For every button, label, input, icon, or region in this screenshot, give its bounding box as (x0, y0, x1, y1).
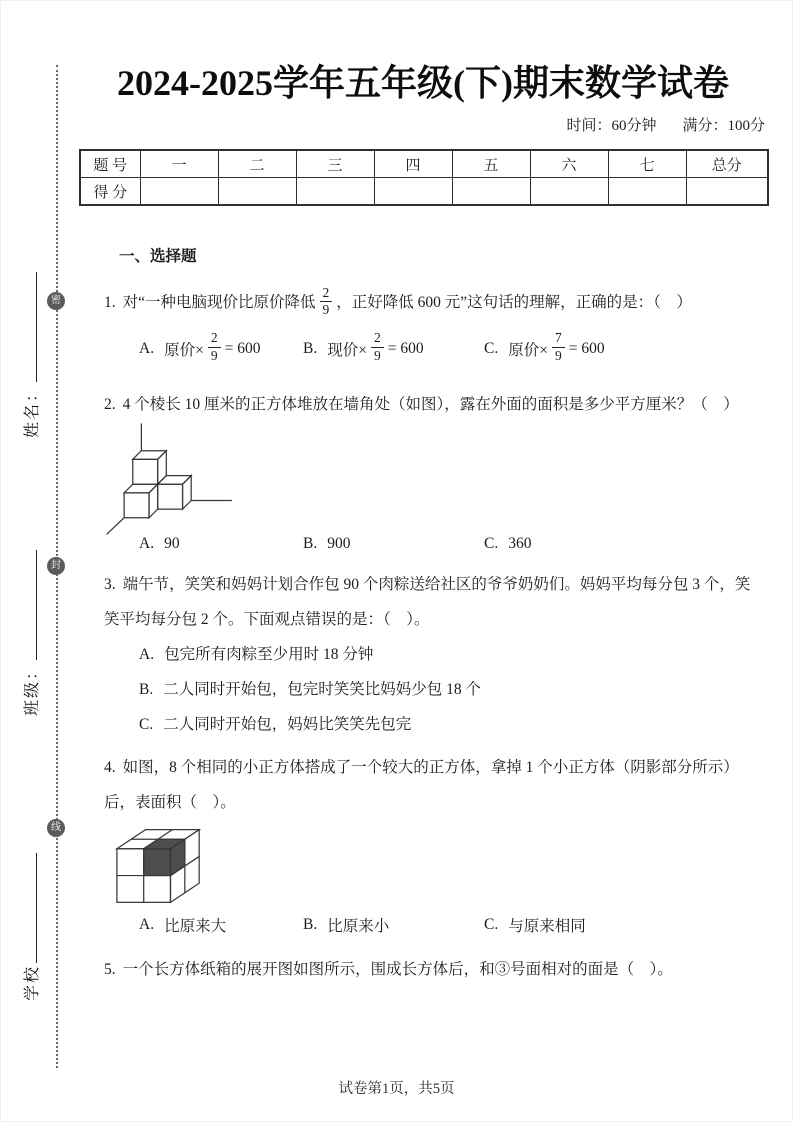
score-row-label: 得 分 (80, 178, 140, 206)
school-blank-line (21, 853, 37, 963)
header-cell: 二 (218, 150, 296, 178)
score-cell (140, 178, 218, 206)
floor-line-left (107, 518, 124, 534)
school-field (19, 853, 42, 1001)
option-c: C. 与原来相同 (484, 916, 586, 935)
header-cell: 总分 (686, 150, 768, 178)
name-blank-line (21, 272, 37, 382)
option-a: A. 原价× $\frac{2}{9}$ = 600 (139, 330, 261, 363)
class-blank-line (21, 550, 37, 660)
question-4-text: 如图，8 个相同的小正方体搭成了一个较大的正方体，拿掉 1 个小正方体（阴影部分所示）后，表面积（ ）。 (104, 759, 739, 811)
score-cell (452, 178, 530, 206)
option-c: C. 原价× $\frac{7}{9}$ = 600 (484, 330, 605, 363)
time-label: 时间： (566, 118, 612, 134)
fraction: $\frac{2}{9}$ (371, 331, 384, 362)
score-table (79, 149, 769, 206)
option-b: B. 现价× $\frac{2}{9}$ = 600 (303, 330, 424, 363)
shaded-cube-drawing (107, 822, 211, 910)
score-cell (608, 178, 686, 206)
question-5 (104, 952, 761, 987)
seal-char-mi: 密 (47, 292, 65, 310)
right-cube (158, 476, 192, 510)
question-3-options (139, 637, 767, 742)
shaded-cube-figure (107, 822, 767, 910)
name-field (19, 272, 42, 438)
question-2-number: 2. (104, 396, 116, 413)
question-1-number: 1. (104, 294, 116, 311)
page-footer: 试卷第1页，共5页 (338, 1081, 455, 1097)
score-table-score-row (80, 178, 768, 206)
corner-cubes-figure (104, 422, 767, 535)
question-3-number: 3. (104, 576, 116, 593)
question-1-text-after: ，正好降低 600 元”这句话的理解，正确的是：（ ） (336, 294, 692, 311)
class-label: 班级： (24, 661, 41, 716)
header-cell: 题 号 (80, 150, 140, 178)
class-field (19, 550, 42, 716)
front-left-cube (124, 484, 158, 518)
corner-cubes-drawing (104, 422, 264, 535)
score-cell (686, 178, 768, 206)
question-2 (104, 387, 761, 422)
header-cell: 四 (374, 150, 452, 178)
score-cell (218, 178, 296, 206)
school-label: 学校 (24, 964, 41, 1001)
header-cell: 七 (608, 150, 686, 178)
option-b: B. 比原来小 (303, 916, 390, 935)
top-cube (133, 451, 167, 485)
header-cell: 一 (140, 150, 218, 178)
name-label: 姓名： (24, 383, 41, 438)
score-cell (530, 178, 608, 206)
option-b: B. 900 (303, 535, 351, 552)
option-a: A. 90 (139, 535, 180, 552)
exam-meta (79, 114, 767, 135)
section-heading: 一、选择题 (119, 248, 197, 265)
option-a: A. 比原来大 (139, 916, 227, 935)
time-value: 60分钟 (611, 118, 657, 134)
seal-char-xian: 线 (47, 819, 65, 837)
header-cell: 三 (296, 150, 374, 178)
question-1 (104, 281, 761, 325)
question-1-options (139, 327, 767, 371)
score-table-header-row (80, 150, 768, 178)
full-score-label: 满分： (682, 118, 728, 134)
question-4-options (139, 914, 767, 936)
question-1-text-before: 对“一种电脑现价比原价降低 (122, 294, 316, 311)
question-5-text: 一个长方体纸箱的展开图如图所示，围成长方体后，和③号面相对的面是（ ）。 (122, 961, 673, 978)
option-c: C. 360 (484, 535, 532, 552)
fraction: $\frac{2}{9}$ (208, 331, 221, 362)
question-4-number: 4. (104, 759, 116, 776)
question-3-text: 端午节，笑笑和妈妈计划合作包 90 个肉粽送给社区的爷爷奶奶们。妈妈平均每分包 3 个，笑笑平均每分包 2 个。下面观点错误的是：（ ）。 (104, 576, 751, 628)
seal-char-feng: 封 (47, 557, 65, 575)
score-cell (374, 178, 452, 206)
question-2-text: 4 个棱长 10 厘米的正方体堆放在墙角处（如图），露在外面的面积是多少平方厘米？（ ） (122, 396, 739, 413)
fraction: $\frac{2}{9}$ (320, 286, 333, 317)
question-4 (104, 750, 761, 820)
option-b: B. 二人同时开始包，包完时笑笑比妈妈少包 18 个 (139, 681, 481, 698)
fraction: $\frac{7}{9}$ (552, 331, 565, 362)
full-score-value: 100分 (727, 118, 765, 134)
header-cell: 五 (452, 150, 530, 178)
option-a: A. 包完所有肉粽至少用时 18 分钟 (139, 646, 374, 663)
question-5-number: 5. (104, 961, 116, 978)
page-title: 2024-2025学年五年级(下)期末数学试卷 (117, 63, 729, 103)
question-3 (104, 567, 761, 637)
score-cell (296, 178, 374, 206)
question-2-options (139, 535, 767, 553)
header-cell: 六 (530, 150, 608, 178)
main-content (79, 1, 767, 987)
option-c: C. 二人同时开始包，妈妈比笑笑先包完 (139, 716, 412, 733)
